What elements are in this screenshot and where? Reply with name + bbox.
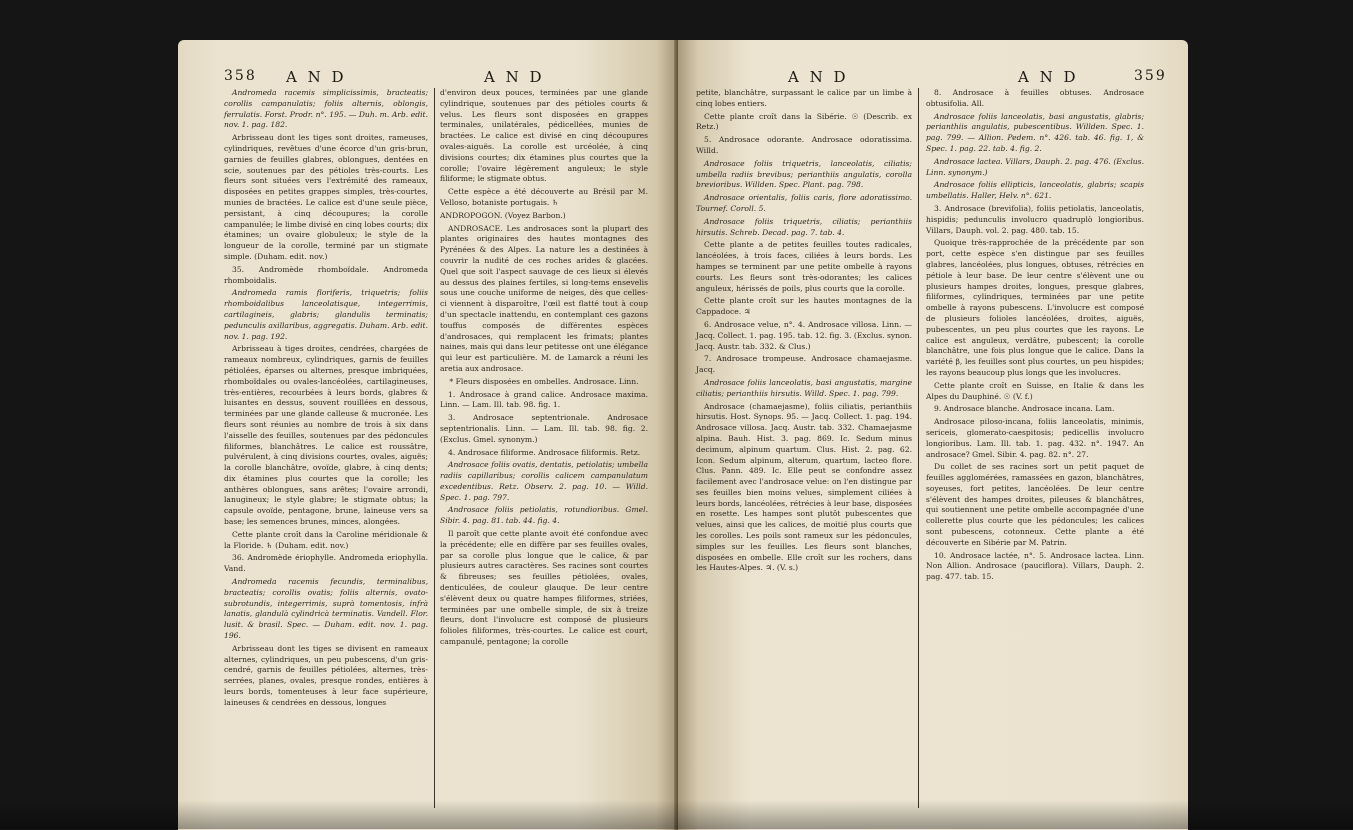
left-page-number: 358 bbox=[224, 68, 257, 84]
paragraph: 1. Androsace à grand calice. Androsace maxima. Linn. — Lam. Ill. tab. 98. fig. 1. bbox=[440, 389, 648, 410]
paragraph: 36. Andromède ériophylle. Andromeda eriophylla. Vand. bbox=[224, 553, 428, 574]
paragraph: ANDROSACE. Les androsaces sont la plupart des plantes originaires des hautes montagnes des Pyrénées & des Alpes. La nature les a destinées à couvrir la nudité de ces roches arides & glacées. Quel que soit l'aspect sauvage de ces lieux si élevés au dessus des plaines fertiles, si long-tems ensevelis sous une couche uniforme de neiges, dès que celles-ci viennent à disparoître, l'œil est flatté tout à coup d'un spectacle inattendu, en contemplant ces gazons touffus composés de différentes espèces d'androsaces, qui remplacent les frimats; plantes naines, mais qui dans leur petitesse ont une élégance qui leur est particulière. M. de Lamarck a réuni les aretia aux androsace. bbox=[440, 223, 648, 373]
paragraph: Androsace foliis lanceolatis, basi angustatis, glabris; perianthiis angulatis, pubescentibus. Willden. Spec. 1. pag. 799. — Allion. Pedem. n°. 426. tab. 46. fig. 1, & Spec. 1. pag. 22. tab. 4. fig. 2. bbox=[926, 111, 1144, 153]
paragraph: Androsace foliis ellipticis, lanceolatis, glabris; scapis umbellatis. Haller, Helv. n°. 621. bbox=[926, 180, 1144, 201]
left-running-head-left: A N D bbox=[286, 68, 347, 86]
paragraph: 35. Andromède rhomboïdale. Andromeda rhomboidalis. bbox=[224, 264, 428, 285]
paragraph: Du collet de ses racines sort un petit paquet de feuilles agglomérées, ramassées en gazon, blanchâtres, soyeuses, fort petites, lancéolées. De leur centre s'élèvent des hampes droites, pileuses & blanchâtres, qui soutiennent une petite ombelle accompagnée d'une collerette plus courte que les pédoncules; les calices sont pubescens, cotonneux. Cette plante a été découverte en Sibérie par M. Patrin. bbox=[926, 462, 1144, 547]
paragraph: Cette plante a de petites feuilles toutes radicales, lancéolées, à trois faces, ciliées à leurs bords. Les hampes se terminent par une petite ombelle à rayons courts. Les fleurs sont très-odorantes; les calices anguleux, hérissés de poils, plus courts que la corolle. bbox=[696, 240, 912, 293]
left-page bbox=[178, 40, 676, 830]
left-running-head-right: A N D bbox=[484, 68, 545, 86]
paragraph: 8. Androsace à feuilles obtuses. Androsace obtusifolia. All. bbox=[926, 88, 1144, 108]
paragraph: Cette plante croît sur les hautes montagnes de la Cappadoce. ♃ bbox=[696, 296, 912, 317]
paragraph: Il paroît que cette plante avoit été confondue avec la précédente; elle en diffère par ses feuilles ovales, par sa corolle plus longue que le calice, & par plusieurs autres caractères. Ses racines sont courtes & fibreuses; ses feuilles pétiolées, ovales, denticulées, de couleur glauque. De leur centre s'élèvent deux ou quatre hampes filiformes, striées, terminées par une ombelle simple, de six à treize fleurs, dont l'involucre est composé de plusieurs folioles filiformes, très-courtes. Le calice est court, campanulé, pentagone; la corolle bbox=[440, 529, 648, 647]
paragraph: 10. Androsace lactée, n°. 5. Androsace lactea. Linn. Non Allion. Androsace (pauciflora). Villars, Dauph. 2. pag. 477. tab. 15. bbox=[926, 550, 1144, 582]
paragraph: Androsace foliis lanceolatis, basi angustatis, margine ciliatis; perianthiis hirsutis. Willd. Spec. 1. pag. 799. bbox=[696, 377, 912, 398]
section-heading: * Fleurs disposées en ombelles. Androsace. Linn. bbox=[449, 376, 639, 386]
right-page bbox=[678, 40, 1188, 830]
paragraph: Cette plante croît dans la Caroline méridionale & la Floride. ♄ (Duham. edit. nov.) bbox=[224, 529, 428, 550]
column-rule bbox=[918, 88, 919, 808]
paragraph: Androsace foliis petiolatis, rotundioribus. Gmel. Sibir. 4. pag. 81. tab. 44. fig. 4. bbox=[440, 505, 648, 526]
right-running-head-right: A N D bbox=[1018, 68, 1079, 86]
left-column-1 bbox=[224, 88, 428, 711]
paragraph: Arbrisseau dont les tiges sont droites, rameuses, cylindriques, revêtues d'une écorce d'un gris-brun, garnies de feuilles glabres, oblongues, dentées en scie, soutenues par des pétioles très-courts. Les fleurs sont situées vers l'extrémité des rameaux, disposées en petites grappes simples, très-courtes, munies de bractées. Le calice est d'une seule pièce, persistant, à cinq découpures; la corolle campanulée; le limbe divisé en cinq lobes courts; dix étamines; un ovaire globuleux; le style de la longueur de la corolle, terminé par un stigmate simple. (Duham. edit. nov.) bbox=[224, 133, 428, 261]
paragraph: 3. Androsace septentrionale. Androsace septentrionalis. Linn. — Lam. Ill. tab. 98. fig. 2. (Exclus. Gmel. synonym.) bbox=[440, 413, 648, 444]
paragraph: Androsace orientalis, foliis caris, flore adoratissimo. Tournef. Coroll. 5. bbox=[696, 193, 912, 213]
paragraph: 7. Androsace trompeuse. Androsace chamaejasme. Jacq. bbox=[696, 354, 912, 375]
paragraph: Androsace foliis triquetris, ciliatis; perianthiis hirsutis. Schreb. Decad. pag. 7. tab. 4. bbox=[696, 216, 912, 237]
column-rule bbox=[434, 88, 435, 808]
paragraph: Cette plante croît en Suisse, en Italie & dans les Alpes du Dauphiné. ☉ (V. f.) bbox=[926, 380, 1144, 401]
paragraph: Arbrisseau dont les tiges se divisent en rameaux alternes, cylindriques, un peu pubescens, d'un gris-cendré, garnis de feuilles pétiolées, alternes, très-serrées, planes, ovales, presque rondes, entières à leurs bords, tomenteuses à leur face supérieure, laineuses & cendrées en dessous, longues bbox=[224, 643, 428, 707]
paragraph: Androsace foliis ovatis, dentatis, petiolatis; umbella radiis capillaribus; corollis calicem campanulatum excedentibus. Retz. Observ. 2. pag. 10. — Willd. Spec. 1. pag. 797. bbox=[440, 460, 648, 502]
paragraph: Andromeda ramis floriferis, triquetris; foliis rhomboidalibus lanceolatisque, integerrimis, cartilagineis, glabris; glandulis terminatis; pedunculis axillaribus, aggregatis. Duham. Arb. edit. nov. 1. pag. 192. bbox=[224, 288, 428, 341]
paragraph: d'environ deux pouces, terminées par une glande cylindrique, soutenues par des pétioles courts & velus. Les fleurs sont disposées en grappes terminales, unilatérales, pédicellées, munies de bractées. Le calice est divisé en cinq découpures ovales-aiguës. La corolle est urcéolée, à cinq divisions courtes; dix étamines plus courtes que la corolle; l'ovaire légèrement anguleux; le style filiforme; le stigmate obtus. bbox=[440, 88, 648, 184]
paragraph: 4. Androsace filiforme. Androsace filiformis. Retz. bbox=[448, 447, 641, 457]
paragraph: petite, blanchâtre, surpassant le calice par un limbe à cinq lobes entiers. bbox=[696, 88, 912, 108]
paragraph: Quoique très-rapprochée de la précédente par son port, cette espèce s'en distingue par ses feuilles glabres, lancéolées, plus longues, obtuses, rétrécies en pétiole à leur base. De leur centre s'élèvent une ou plusieurs hampes droites, longues, presque glabres, filiformes, cylindriques, terminées par une petite ombelle à rayons pubescens. L'involucre est composé de plusieurs folioles lancéolées, droites, aiguës, pubescentes, un peu plus courtes que les rayons. Le calice est anguleux, verdâtre, pubescent; la corolle blanchâtre, une fois plus longue que le calice. Dans la variété β, les feuilles sont plus courtes, un peu hispides; les rayons beaucoup plus longs que les involucres. bbox=[926, 238, 1144, 377]
paragraph: Andromeda racemis fecundis, terminalibus, bracteatis; corollis ovatis; foliis alternis, ovato-subrotundis, integerrimis, suprà tomentosis, infrà lanatis, glandulà cylindricà terminatis. Vandell. Flor. lusit. & brasil. Spec. — Duham. edit. nov. 1. pag. 196. bbox=[224, 577, 428, 641]
right-column-1 bbox=[696, 88, 912, 576]
paragraph: Cette espèce a été découverte au Brésil par M. Velloso, botaniste portugais. ♄ bbox=[440, 187, 648, 207]
paragraph: ANDROPOGON. (Voyez Barbon.) bbox=[440, 210, 566, 220]
paragraph: Androsace foliis triquetris, lanceolatis, ciliatis; umbella radiis brevibus; perianthiis angulatis, corolla brevioribus. Willden. Spec. Plant. pag. 798. bbox=[696, 158, 912, 190]
paragraph: Androsace (chamaejasme), foliis ciliatis, perianthiis hirsutis. Host. Synops. 95. — Jacq. Collect. 1. pag. 194. Androsace villosa. Jacq. Austr. tab. 332. Chamaejasme alpina. Bauh. Hist. 3. pag. 869. Ic. Sedum minus decimum, alpinum quartum. Clus. Hist. 2. pag. 62. Icon. Sedum alpinum, alterum, quartum, lacteo flore. Clus. Pann. 489. Ic. Elle peut se confondre assez facilement avec l'androsace velue: on l'en distingue par ses feuilles bien moins velues, simplement ciliées à leurs bords, lancéolées, rétrécies à leur base, disposées en rosette. Les hampes sont plutôt pubescentes que velues, ainsi que les calices, de moitié plus courts que les corolles. Les poils sont rameux sur les pédoncules, simples sur les feuilles. Les fleurs sont blanches, disposées en ombelle. Elle croît sur les rochers, dans les Hautes-Alpes. ♃. (V. s.) bbox=[696, 401, 912, 573]
paragraph: 3. Androsace (brevifolia), foliis petiolatis, lanceolatis, hispidis; pedunculis involucro quadruplò longioribus. Villars, Dauph. vol. 2. pag. 480. tab. 15. bbox=[926, 203, 1144, 235]
paragraph: 6. Androsace velue, n°. 4. Androsace villosa. Linn. — Jacq. Collect. 1. pag. 195. tab. 12. fig. 3. (Exclus. synon. Jacq. Austr. tab. 332. & Clus.) bbox=[696, 319, 912, 351]
left-column-2 bbox=[440, 88, 648, 650]
paragraph: 5. Androsace odorante. Androsace odoratissima. Willd. bbox=[696, 135, 912, 155]
paragraph: Androsace lactea. Villars, Dauph. 2. pag. 476. (Exclus. Linn. synonym.) bbox=[926, 156, 1144, 177]
right-page-number: 359 bbox=[1134, 68, 1167, 84]
paragraph: Andromeda racemis simplicissimis, bracteatis; corollis campanulatis; foliis alternis, oblongis, ferrulatis. Forst. Prodr. n°. 195. — Duh. m. Arb. edit. nov. 1. pag. 182. bbox=[224, 88, 428, 130]
right-column-2 bbox=[926, 88, 1144, 585]
paragraph: Androsace piloso-incana, foliis lanceolatis, minimis, sericeis, glomerato-caespitosis; pedicellis involucro longioribus. Lam. Ill. tab. 1. pag. 432. n°. 1947. An androsace? Gmel. Sibir. 4. pag. 82. n°. 27. bbox=[926, 417, 1144, 459]
bottom-shadow bbox=[0, 800, 1353, 829]
paragraph: 9. Androsace blanche. Androsace incana. Lam. bbox=[934, 404, 1115, 414]
paragraph: Arbrisseau à tiges droites, cendrées, chargées de rameaux nombreux, cylindriques, garnis de feuilles pétiolées, éparses ou alternes, presque imbriquées, rhomboïdales ou ovales-lancéolées, cartilagineuses, très-entières, recourbées à leurs bords, glabres & luisantes en dessus, souvent rouillées en dessous, terminées par une glande calleuse & mucronée. Les fleurs sont réunies au nombre de trois à six dans l'aisselle des feuilles, soutenues par des pédoncules filiformes, blanchâtres. Le calice est roussâtre, pulvérulent, à cinq divisions courtes, ovales, aiguës; la corolle blanchâtre, ovoïde, glabre, à cinq dents; dix étamines plus courtes que la corolle; les anthères oblongues, sans arêtes; l'ovaire arrondi, lanugineux; le style glabre; le stigmate obtus; la capsule ovoïde, pentagone, brune, laineuse vers sa base; les semences brunes, minces, alongées. bbox=[224, 344, 428, 527]
paragraph: Cette plante croît dans la Sibérie. ☉ (Describ. ex Retz.) bbox=[696, 111, 912, 132]
right-running-head-left: A N D bbox=[788, 68, 849, 86]
